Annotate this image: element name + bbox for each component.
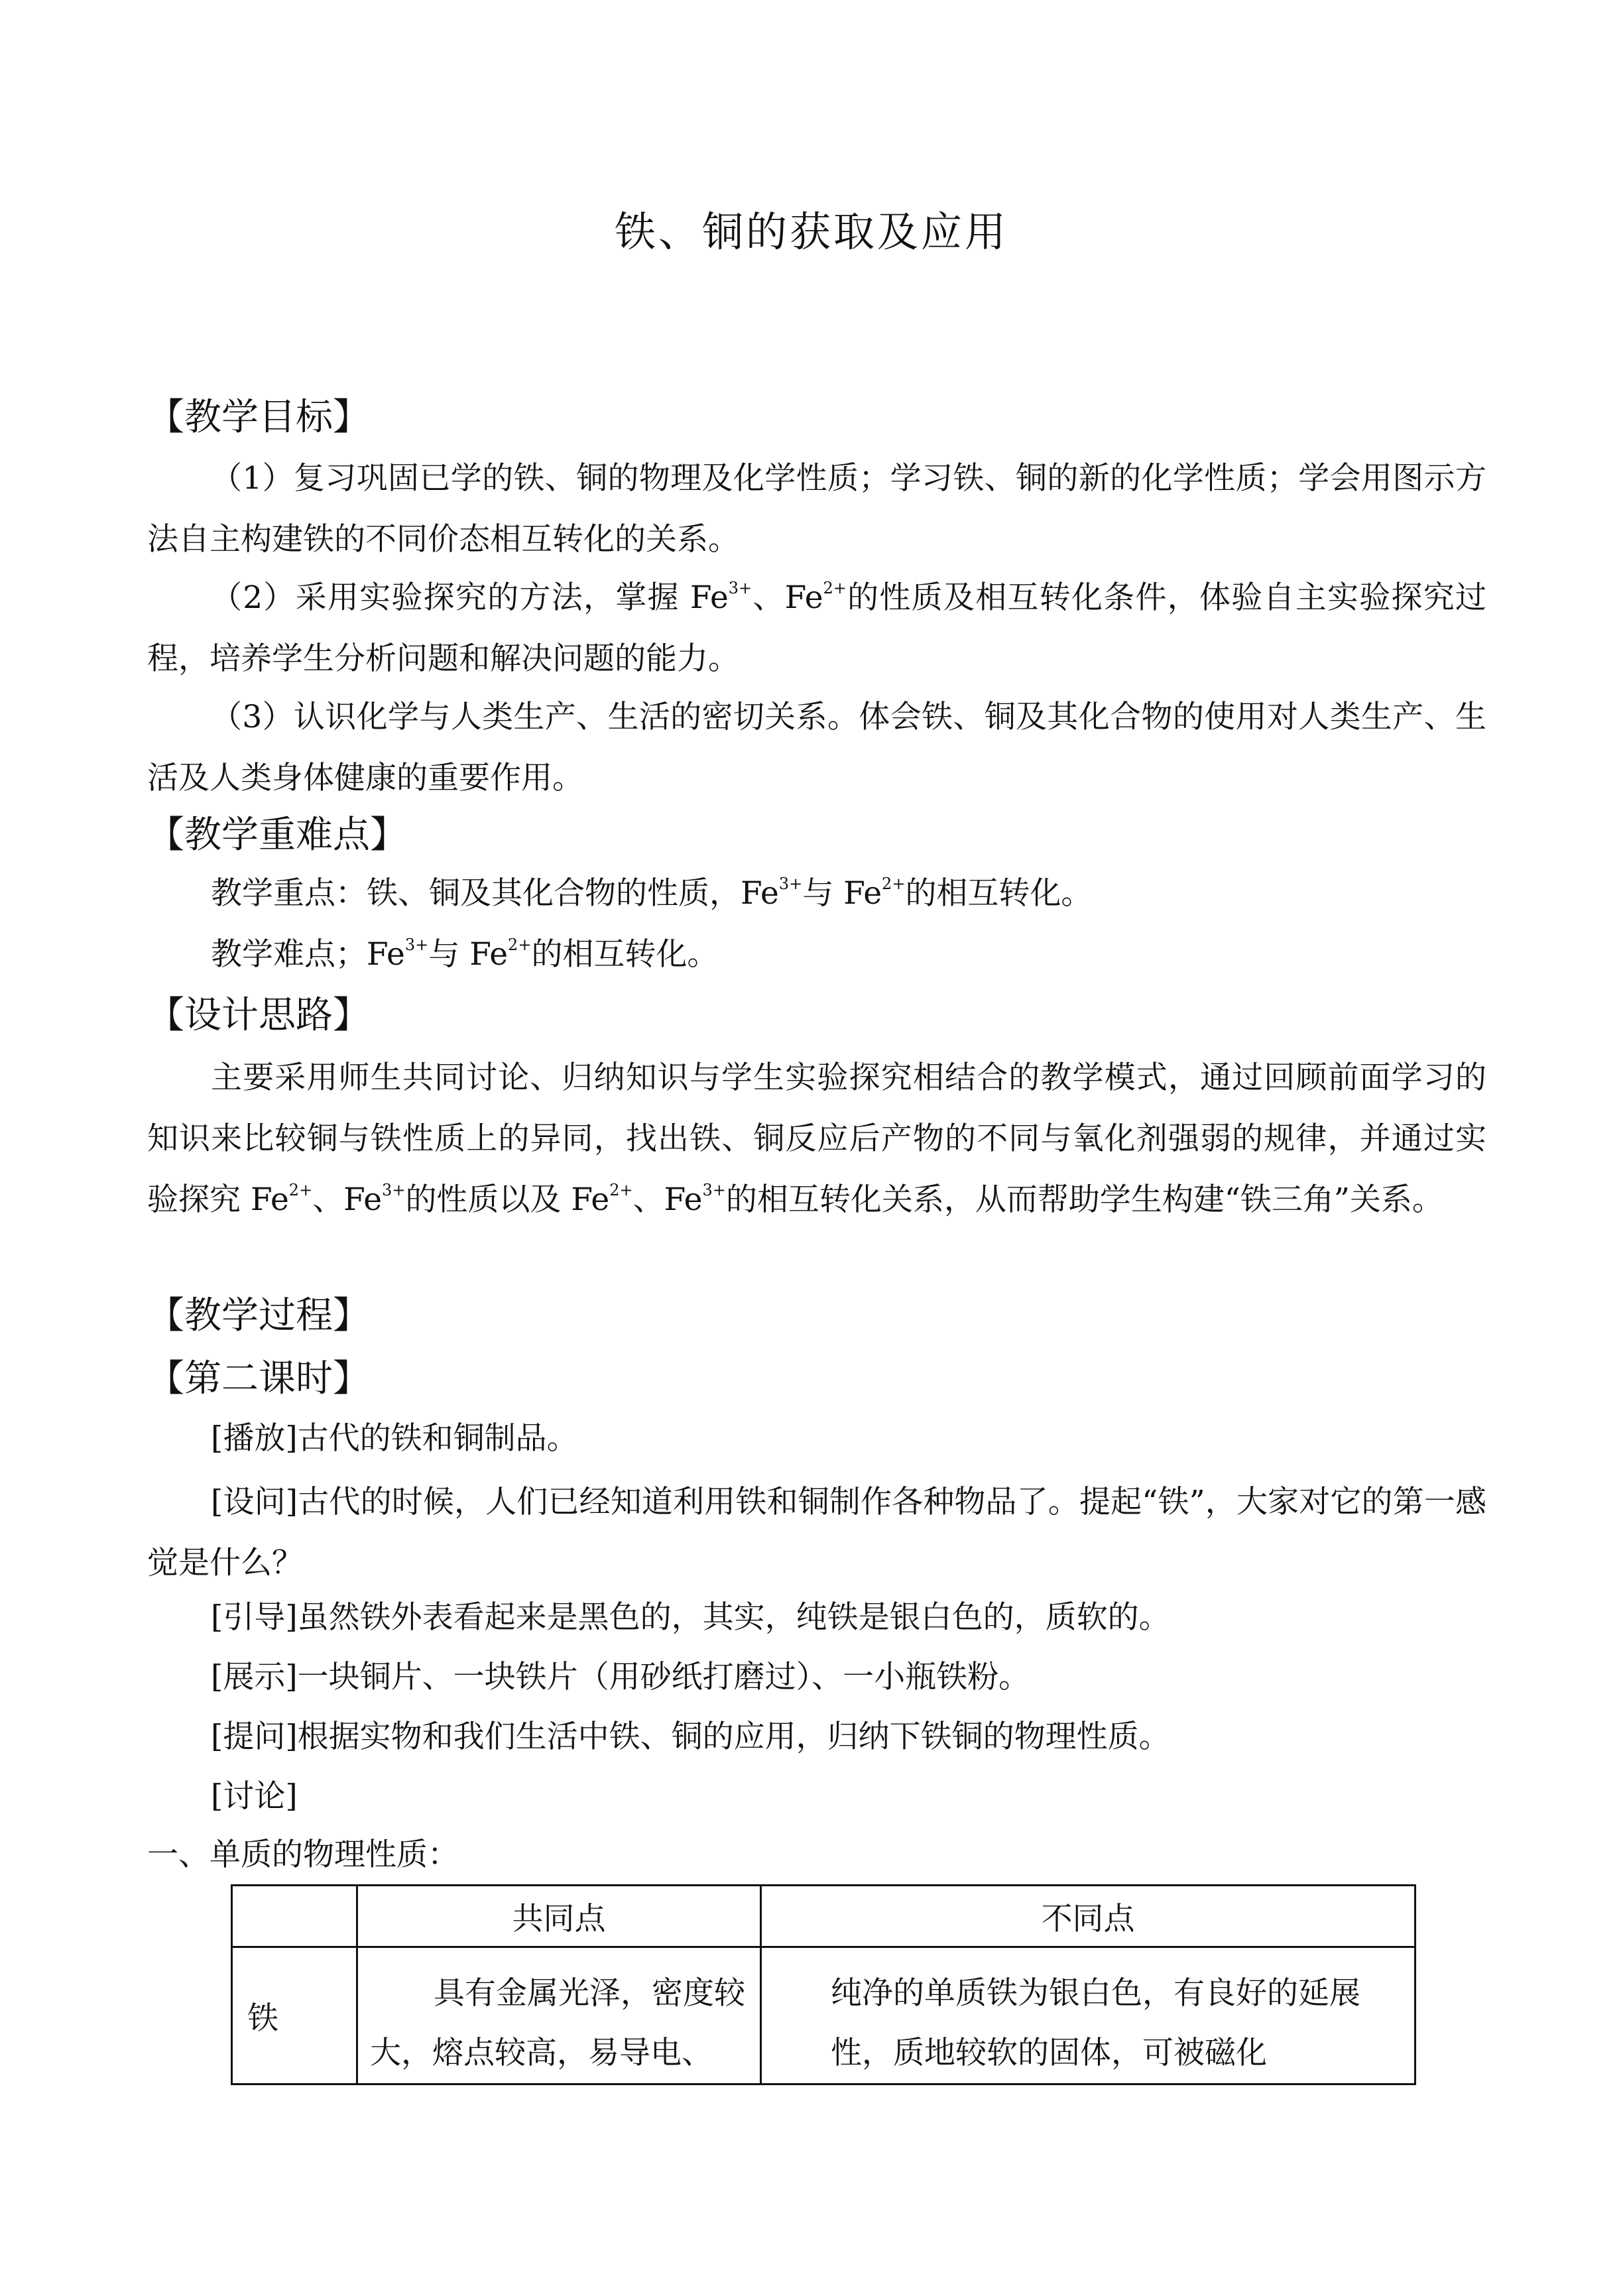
objective-1: （1）复习巩固已学的铁、铜的物理及化学性质；学习铁、铜的新的化学性质；学会用图示方法自主构建铁的不同价态相互转化的关系。	[147, 460, 1486, 558]
process-line: [讨论]	[211, 1778, 298, 1815]
common-cell	[357, 1947, 761, 2085]
process-line: [设问]古代的时候，人们已经知道利用铁和铜制作各种物品了。提起“铁”，大家对它的第一感觉是什么？	[147, 1484, 1486, 1581]
objectives-heading: 【教学目标】	[147, 396, 370, 439]
table-header-cell: 不同点	[761, 1886, 1415, 1947]
difficulty-point: 教学难点；$Fe^{3+}$与 $Fe^{2+}$的相互转化。	[211, 936, 719, 973]
table-header-row	[232, 1886, 1415, 1947]
design-paragraph: 主要采用师生共同讨论、归纳知识与学生实验探究相结合的教学模式，通过回顾前面学习的知识来比较铜与铁性质上的异同，找出铁、铜反应后产物的不同与氧化剂强弱的规律，并通过实验探究 $Fe^{2+}$、$Fe^{3+}$的性质以及 $Fe^{2+}$、$Fe^{3+}$的相互转化关系，从而帮助学生构建“铁三角”关系。	[147, 1059, 1486, 1218]
difference-cell	[761, 1947, 1415, 2085]
key-point: 教学重点：铁、铜及其化合物的性质，$Fe^{3+}$与 $Fe^{2+}$的相互转化。	[211, 875, 1093, 912]
difference-text: 纯净的单质铁为银白色，有良好的延展性，质地较软的固体，可被磁化	[831, 1975, 1360, 2071]
properties-table	[231, 1884, 1416, 2085]
document-title: 铁、铜的获取及应用	[614, 208, 1008, 256]
objective-2: （2）采用实验探究的方法，掌握 $Fe^{3+}$、$Fe^{2+}$的性质及相互转化条件，体验自主实验探究过程，培养学生分析问题和解决问题的能力。	[147, 579, 1487, 677]
row-label: 铁	[232, 1947, 357, 2085]
objective-3: （3）认识化学与人类生产、生活的密切关系。体会铁、铜及其化合物的使用对人类生产、生活及人类身体健康的重要作用。	[147, 699, 1486, 796]
process-line: [提问]根据实物和我们生活中铁、铜的应用，归纳下铁铜的物理性质。	[211, 1719, 1170, 1755]
process-line: [展示]一块铜片、一块铁片（用砂纸打磨过）、一小瓶铁粉。	[211, 1659, 1030, 1695]
table-row	[232, 1947, 1415, 2085]
process-heading: 【教学过程】	[147, 1294, 370, 1337]
keypoints-heading: 【教学重难点】	[147, 814, 407, 857]
process-line: [播放]古代的铁和铜制品。	[211, 1420, 578, 1457]
lesson-heading: 【第二课时】	[147, 1357, 370, 1400]
common-text: 具有金属光泽，密度较大，熔点较高，易导电、	[370, 1975, 745, 2071]
table-header-cell: 共同点	[357, 1886, 761, 1947]
design-heading: 【设计思路】	[147, 994, 370, 1037]
table-header-cell	[232, 1886, 357, 1947]
process-line: [引导]虽然铁外表看起来是黑色的，其实，纯铁是银白色的，质软的。	[211, 1599, 1170, 1636]
physical-properties-heading: 一、单质的物理性质：	[147, 1837, 459, 1873]
